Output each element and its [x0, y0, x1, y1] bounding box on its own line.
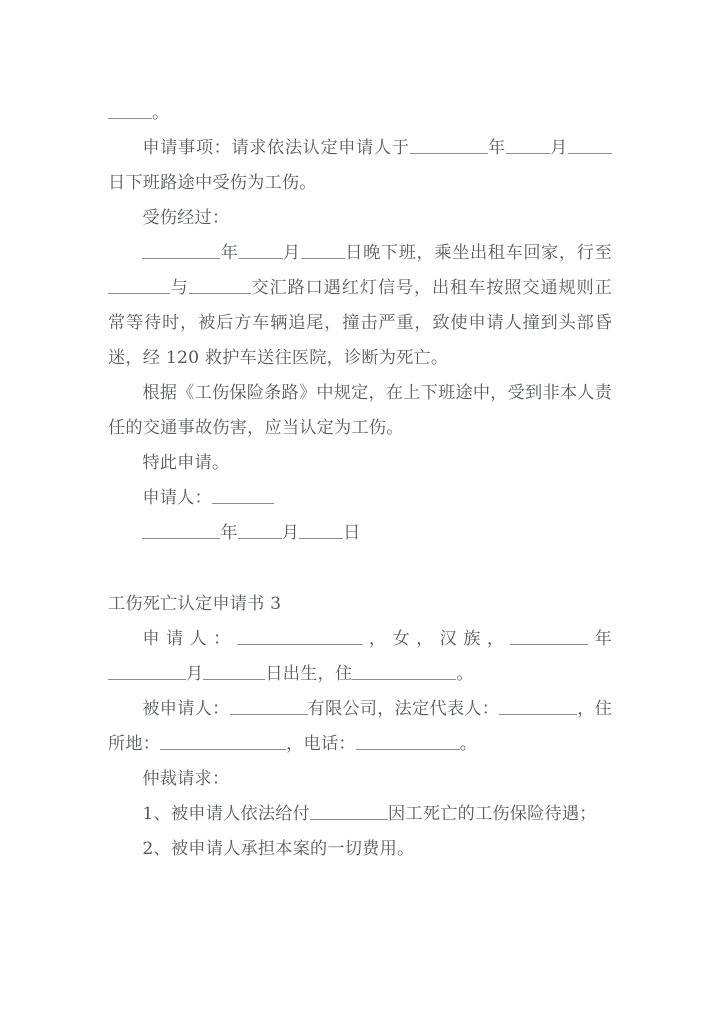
injury-narrative-part1: 晚下班，乘坐出租车回家，行至 — [363, 243, 612, 263]
applicant-label: 申请人： — [142, 488, 212, 508]
blank-field[interactable] — [108, 100, 152, 119]
arbitration-request-item-2 — [108, 832, 612, 867]
respondent-address-label: ，住所地： — [108, 699, 612, 754]
blank-year-field[interactable] — [142, 520, 220, 539]
blank-beneficiary-field[interactable] — [310, 801, 388, 820]
month-unit: 月 — [549, 138, 568, 158]
legal-basis-prefix: 根据《 — [142, 383, 195, 403]
blank-applicant-name-field[interactable] — [237, 626, 363, 645]
document-body — [108, 96, 612, 867]
applicant-birth-text: 日出生，住 — [265, 664, 353, 684]
applicant-signature-line — [108, 481, 612, 516]
injury-narrative-joiner: 与 — [170, 278, 189, 298]
blank-month-field[interactable] — [506, 135, 550, 154]
legal-basis-suffix: 》中规定，在上下班途中，受到非本人责任的交通事故伤害，应当认定为工伤。 — [108, 383, 612, 438]
respondent-info-paragraph — [108, 692, 612, 762]
request-text-before: 被申请人承担本案的一切费用。 — [170, 839, 415, 859]
legal-basis-paragraph — [108, 376, 612, 446]
injury-process-label: 受伤经过： — [142, 208, 230, 228]
blank-location-to-field[interactable] — [189, 275, 251, 294]
application-matter-intro: 请求依法认定申请人于 — [231, 138, 410, 158]
blank-year-field[interactable] — [410, 135, 488, 154]
blank-birth-month-field[interactable] — [108, 661, 186, 680]
application-matter-paragraph — [108, 131, 612, 201]
orphan-continuation-line — [108, 96, 612, 131]
blank-birth-year-field[interactable] — [510, 626, 588, 645]
arbitration-request-label: 仲裁请求： — [142, 769, 230, 789]
day-unit: 日 — [344, 243, 364, 263]
blank-day-field[interactable] — [299, 520, 343, 539]
day-unit: 日 — [343, 523, 361, 543]
blank-location-from-field[interactable] — [108, 275, 170, 294]
request-number: 2、 — [142, 839, 171, 859]
request-text-before: 被申请人依法给付 — [170, 804, 311, 824]
blank-month-field[interactable] — [239, 240, 283, 259]
day-unit: 日 — [108, 173, 126, 193]
blank-legal-rep-field[interactable] — [499, 696, 577, 715]
closing-statement: 特此申请。 — [142, 453, 230, 473]
blank-address-field[interactable] — [352, 661, 456, 680]
request-text-after: 因工死亡的工伤保险待遇； — [388, 804, 597, 824]
signature-date-line — [108, 516, 612, 551]
injury-narrative-paragraph — [108, 236, 612, 376]
year-unit: 年 — [588, 629, 612, 649]
respondent-company-suffix: 有限公司，法定代表人： — [307, 699, 500, 719]
applicant-info-paragraph — [108, 622, 612, 692]
blank-company-address-field[interactable] — [160, 731, 286, 750]
respondent-phone-label: ，电话： — [286, 734, 356, 754]
arbitration-request-item-1 — [108, 797, 612, 832]
blank-month-field[interactable] — [238, 520, 282, 539]
application-matter-tail: 下班路途中受伤为工伤。 — [125, 173, 317, 193]
blank-birth-day-field[interactable] — [203, 661, 265, 680]
section-heading-3: 工伤死亡认定申请书 3 — [108, 594, 282, 614]
blank-year-field[interactable] — [142, 240, 220, 259]
blank-applicant-name-field[interactable] — [212, 485, 274, 504]
section-spacer — [108, 551, 612, 587]
applicant-label: 申请人： — [142, 629, 237, 649]
month-unit: 月 — [281, 523, 300, 543]
blank-day-field[interactable] — [301, 240, 345, 259]
month-unit: 月 — [282, 243, 301, 263]
applicant-period: 。 — [456, 664, 474, 684]
year-unit: 年 — [220, 523, 238, 543]
regulation-name: 工伤保险条路 — [194, 383, 299, 403]
applicant-gender-ethnicity: ，女，汉族， — [362, 629, 511, 649]
respondent-label: 被申请人： — [142, 699, 230, 719]
application-matter-label: 申请事项： — [142, 138, 232, 158]
orphan-line-period: 。 — [152, 103, 170, 123]
injury-narrative-part2: 交汇路口遇红灯信号，出租车按照交通规则正常等待时，被后方车辆追尾，撞击严重，致使申请人撞到头部昏迷，经 120 救护车送往医院，诊断为死亡。 — [108, 278, 612, 368]
respondent-period: 。 — [459, 734, 478, 754]
month-unit: 月 — [186, 664, 204, 684]
blank-day-field[interactable] — [568, 135, 612, 154]
year-unit: 年 — [487, 138, 506, 158]
blank-company-name-field[interactable] — [230, 696, 308, 715]
year-unit: 年 — [220, 243, 239, 263]
request-number: 1、 — [142, 804, 171, 824]
blank-phone-field[interactable] — [356, 731, 460, 750]
